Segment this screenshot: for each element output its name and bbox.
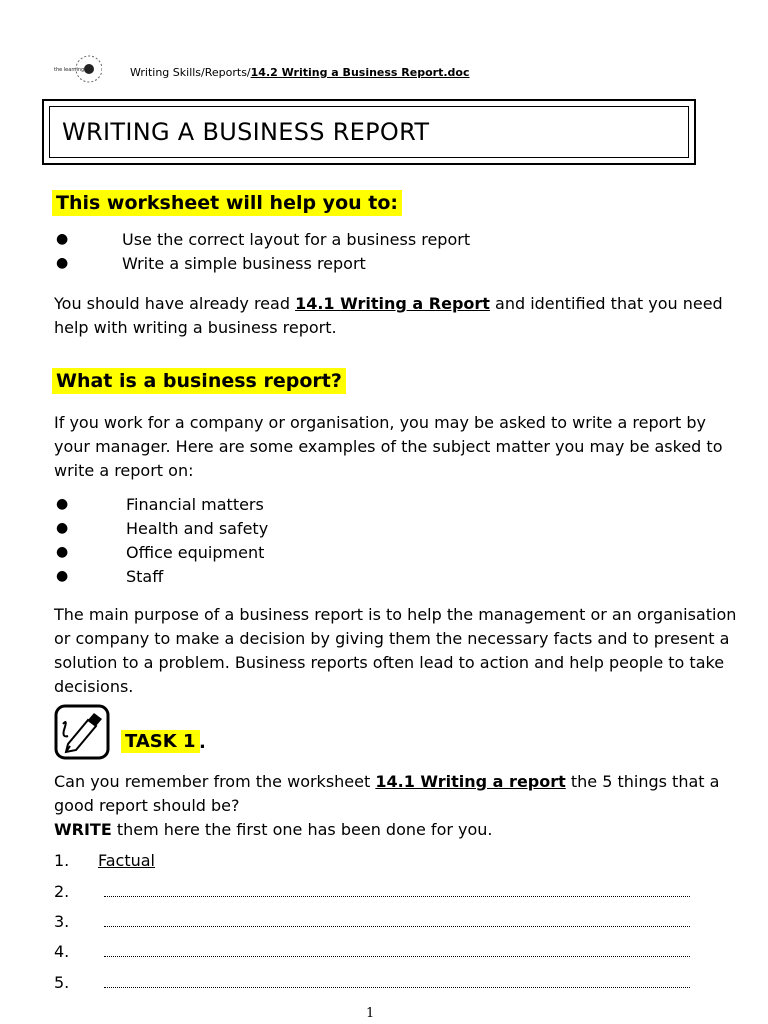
intro-paragraph: You should have already read 14.1 Writing a Report and identified that you need help with writing a business report. — [54, 294, 723, 337]
list-item: Financial matters — [126, 495, 264, 514]
bullet-icon: ● — [56, 496, 69, 512]
logo-text: the learning — [54, 67, 85, 73]
section-heading-help: This worksheet will help you to: — [52, 190, 402, 216]
path-prefix: Writing Skills/Reports/ — [130, 66, 251, 79]
answer-number: 4. — [54, 942, 70, 961]
link-14-1-report[interactable]: 14.1 Writing a report — [375, 772, 566, 791]
answer-number: 3. — [54, 912, 70, 931]
paragraph-subject: If you work for a company or organisation, you may be asked to write a report by your manager. Here are some examples of the subject matter you may be asked to write a report on: — [54, 413, 723, 480]
file-name: 14.2 Writing a Business Report.doc — [250, 66, 470, 79]
page-title: WRITING A BUSINESS REPORT — [62, 118, 430, 146]
bullet-icon: ● — [56, 231, 69, 247]
document-path — [130, 66, 470, 79]
answer-number: 5. — [54, 973, 70, 992]
bullet-icon: ● — [56, 255, 69, 271]
list-item: Staff — [126, 567, 164, 586]
task-period: . — [199, 732, 206, 753]
title-box — [42, 99, 696, 165]
answer-line-5[interactable] — [104, 987, 690, 988]
pen-writing-icon — [54, 704, 110, 760]
answer-line-4[interactable] — [104, 956, 690, 957]
answer-line-2[interactable] — [104, 896, 690, 897]
paragraph-purpose: The main purpose of a business report is to help the management or an organisation or company to make a decision by giving them the necessary facts and to present a solution to a problem. Business reports often lead to action and help people to take decisions. — [54, 605, 737, 696]
list-item: Office equipment — [126, 543, 265, 562]
bullet-icon: ● — [56, 568, 69, 584]
link-14-1[interactable]: 14.1 Writing a Report — [295, 294, 490, 313]
list-item: Write a simple business report — [122, 254, 366, 273]
list-item: Health and safety — [126, 519, 269, 538]
answer-number: 2. — [54, 882, 70, 901]
answer-line-3[interactable] — [104, 926, 690, 927]
task-label: TASK 1 — [121, 730, 200, 753]
bullet-icon: ● — [56, 544, 69, 560]
answer-text-1: Factual — [98, 851, 155, 870]
learning-logo — [52, 52, 102, 86]
bullet-icon: ● — [56, 520, 69, 536]
list-item: Use the correct layout for a business report — [122, 230, 471, 249]
answer-number: 1. — [54, 851, 70, 870]
page-number: 1 — [366, 1006, 375, 1021]
task-question: Can you remember from the worksheet 14.1 Writing a report the 5 things that a good report should be? WRITE them here the first one has been done for you. — [54, 772, 720, 839]
section-heading-what: What is a business report? — [52, 368, 346, 394]
